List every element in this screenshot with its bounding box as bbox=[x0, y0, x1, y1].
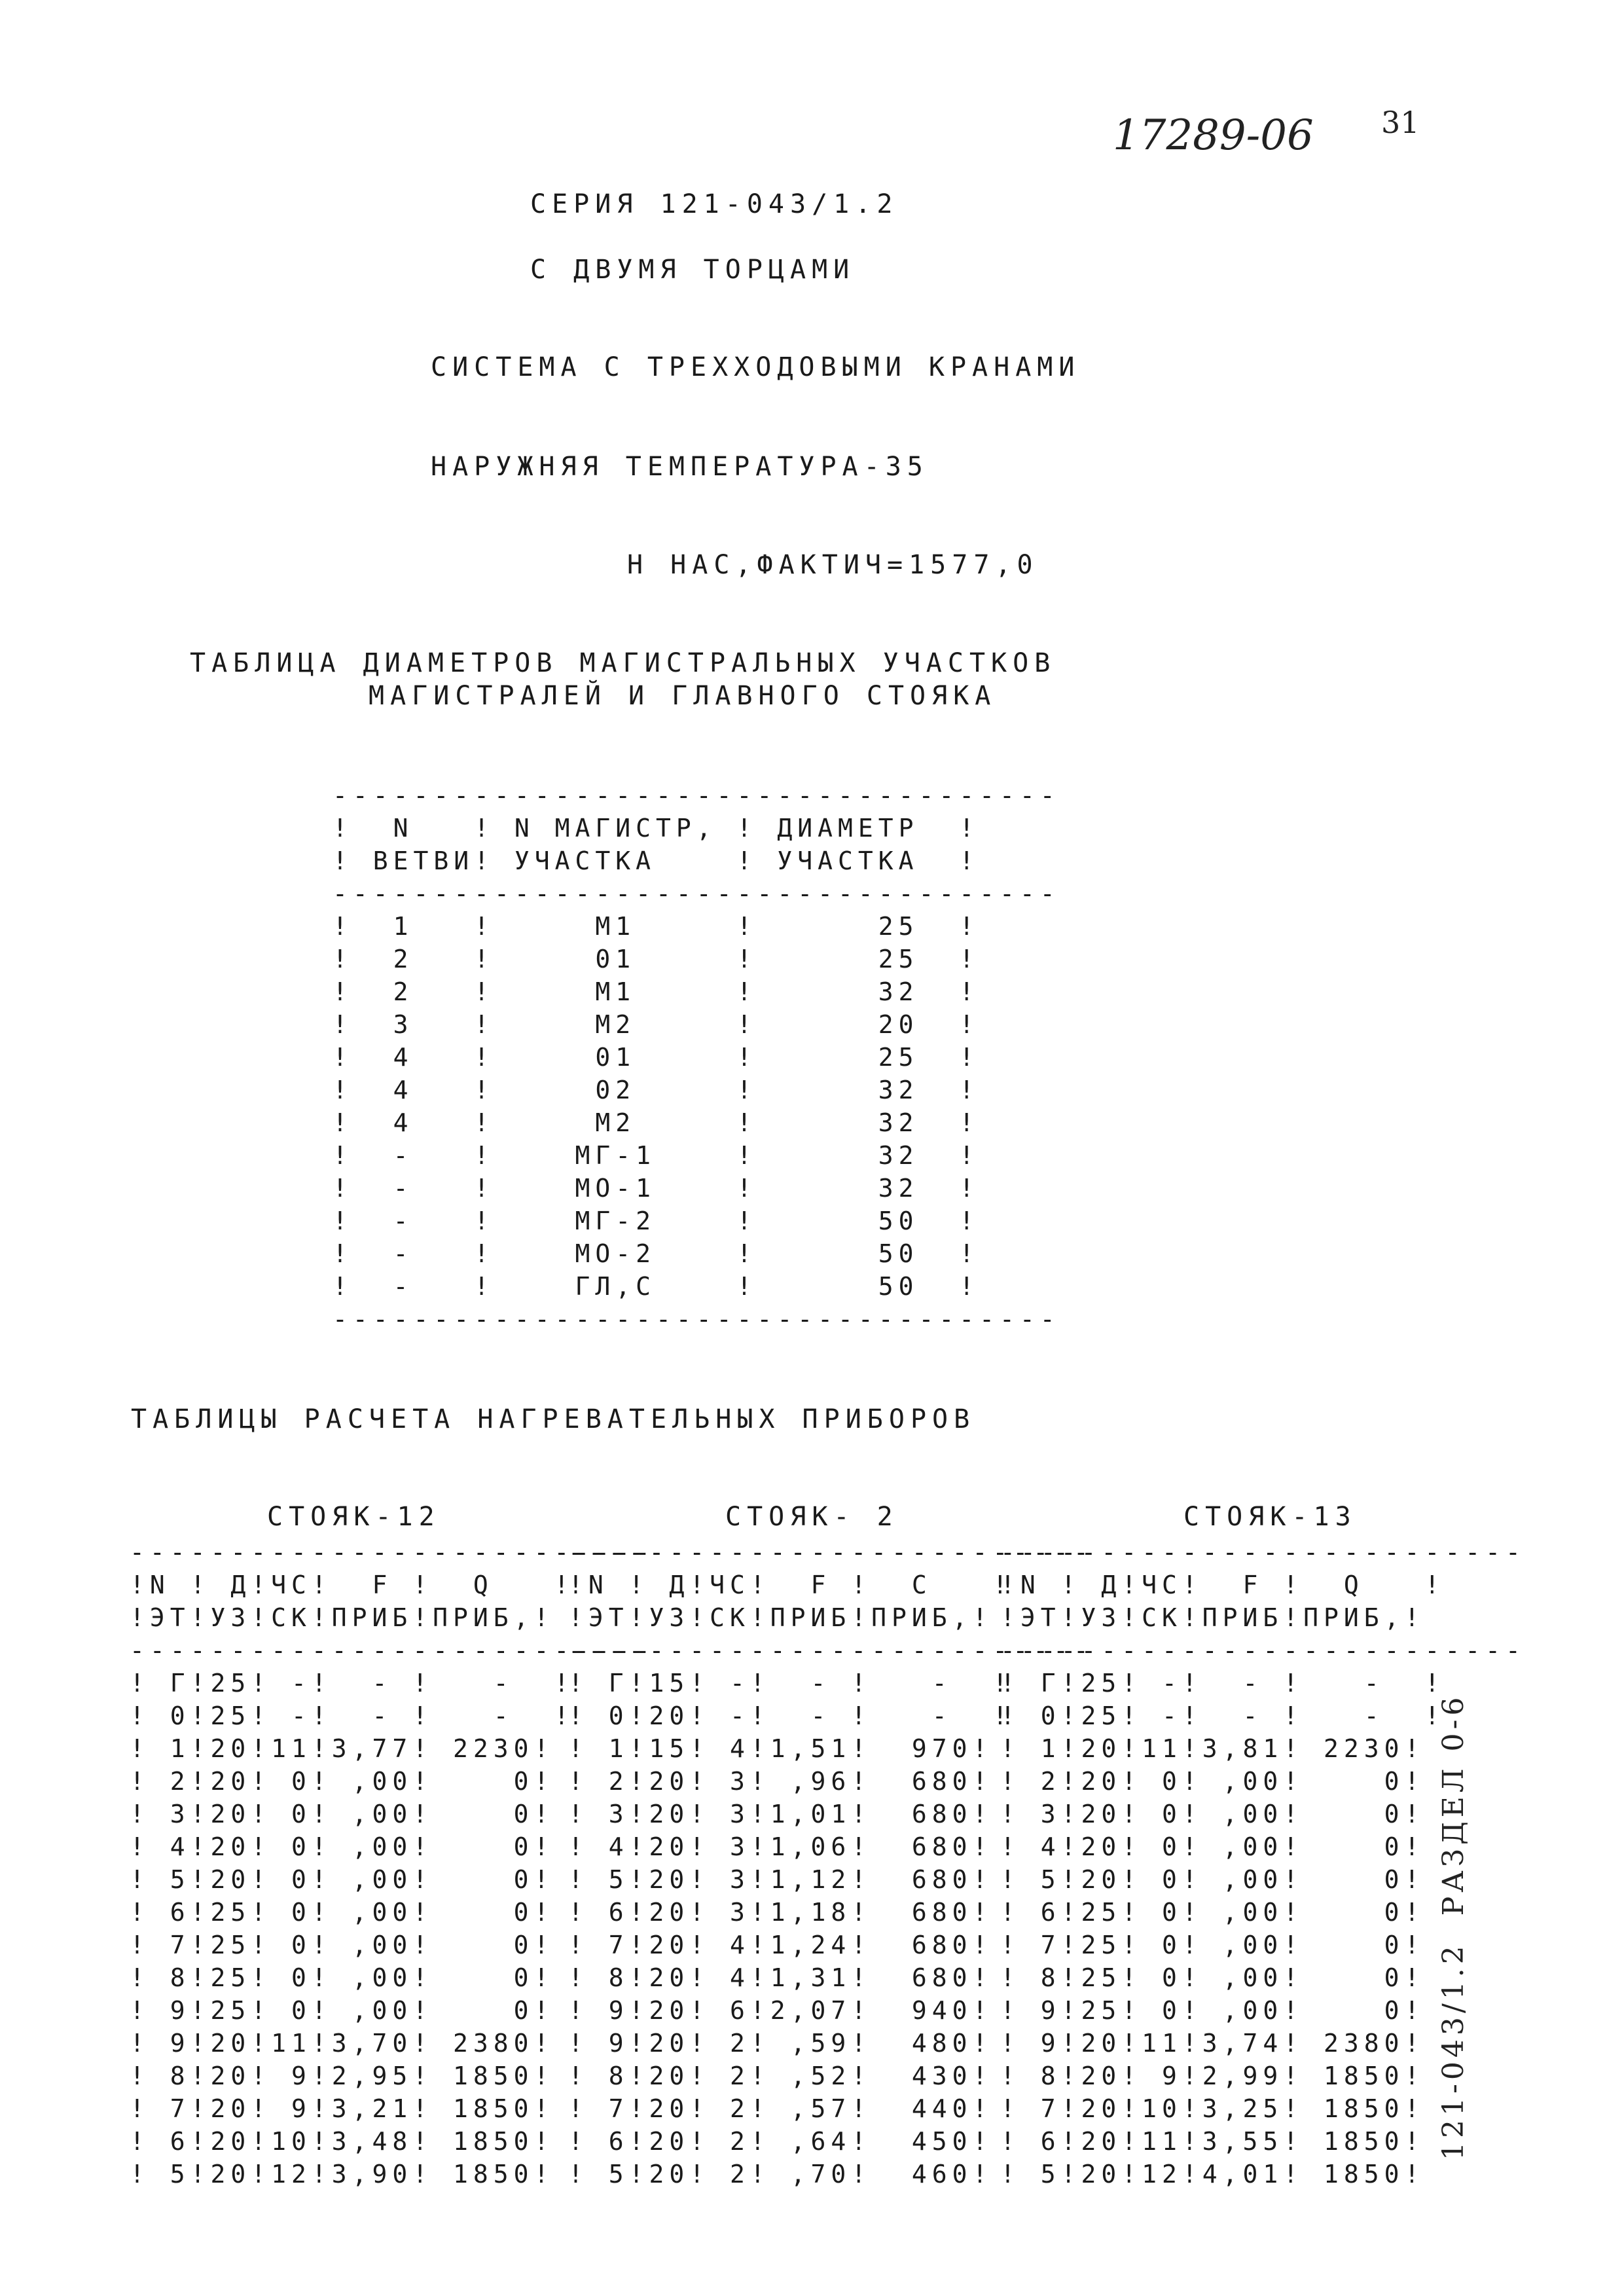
table-row: ! Г!15! -! - ! - ! bbox=[568, 1669, 1013, 1698]
table-row: ! 1!20!11!3,81! 2230! bbox=[1000, 1734, 1425, 1763]
table-row: ! - ! МО-1 ! 32 ! bbox=[333, 1174, 980, 1203]
table-row: ! 6!20! 3!1,18! 680! bbox=[568, 1898, 993, 1927]
table-rule: -------------------------- bbox=[130, 1636, 655, 1665]
table-row: ! Г!25! -! - ! - ! bbox=[130, 1669, 575, 1698]
table-row: ! 2!20! 3! ,96! 680! bbox=[568, 1767, 993, 1796]
table-rule: -------------------------- bbox=[568, 1538, 1094, 1567]
table-row: ! 4 ! М2 ! 32 ! bbox=[333, 1108, 980, 1137]
table-row: ! 1!15! 4!1,51! 970! bbox=[568, 1734, 993, 1763]
table-row: ! 4!20! 0! ,00! 0! bbox=[1000, 1832, 1425, 1861]
table-header: !N ! Д!ЧС! F ! Q ! bbox=[130, 1571, 575, 1599]
table-row: ! 9!20!11!3,74! 2380! bbox=[1000, 2029, 1425, 2058]
table-row: ! 5!20! 0! ,00! 0! bbox=[130, 1865, 554, 1894]
table-row: ! 4 ! 02 ! 32 ! bbox=[333, 1076, 980, 1104]
table-row: ! 7!20! 9!3,21! 1850! bbox=[130, 2094, 554, 2123]
table-row: ! 5!20! 2! ,70! 460! bbox=[568, 2160, 993, 2189]
table-row: ! 9!20! 6!2,07! 940! bbox=[568, 1996, 993, 2025]
table-row: ! 5!20!12!3,90! 1850! bbox=[130, 2160, 554, 2189]
table-row: ! - ! МГ-2 ! 50 ! bbox=[333, 1207, 980, 1235]
table-row: ! 8!25! 0! ,00! 0! bbox=[130, 1963, 554, 1992]
riser-2-title: СТОЯК- 2 bbox=[725, 1502, 899, 1532]
table-row: ! - ! МО-2 ! 50 ! bbox=[333, 1239, 980, 1268]
table-rule: -------------------------- bbox=[130, 1538, 655, 1567]
table-row: ! 6!25! 0! ,00! 0! bbox=[130, 1898, 554, 1927]
table-row: ! 8!20! 4!1,31! 680! bbox=[568, 1963, 993, 1992]
table-row: ! 0!25! -! - ! - ! bbox=[130, 1701, 575, 1730]
table-row: ! 0!20! -! - ! - ! bbox=[568, 1701, 1013, 1730]
table-rule: -------------------------- bbox=[1000, 1636, 1526, 1665]
table-rule: -------------------------- bbox=[1000, 1538, 1526, 1567]
system-line: СИСТЕМА С ТРЕХХОДОВЫМИ КРАНАМИ bbox=[431, 352, 1081, 382]
table-row: ! 3 ! М2 ! 20 ! bbox=[333, 1010, 980, 1039]
side-section-label: 121-043/1.2 РАЗДЕЛ 0-6 bbox=[1437, 1693, 1470, 2160]
table-row: ! - ! ГЛ,С ! 50 ! bbox=[333, 1272, 980, 1301]
table-header: !ЭТ!УЗ!СК!ПРИБ!ПРИБ,! bbox=[130, 1603, 554, 1632]
document-number: 17289-06 bbox=[1113, 111, 1314, 160]
table-header: !N ! Д!ЧС! F ! Q ! bbox=[1000, 1571, 1445, 1599]
table-row: ! 8!20! 2! ,52! 430! bbox=[568, 2062, 993, 2090]
table-row: ! 4!20! 3!1,06! 680! bbox=[568, 1832, 993, 1861]
table-row: ! 2 ! 01 ! 25 ! bbox=[333, 945, 980, 973]
table-rule: -------------------------- bbox=[568, 1636, 1094, 1665]
table-row: ! 8!25! 0! ,00! 0! bbox=[1000, 1963, 1425, 1992]
table-row: ! 7!25! 0! ,00! 0! bbox=[130, 1931, 554, 1959]
table-row: ! 8!20! 9!2,95! 1850! bbox=[130, 2062, 554, 2090]
page-number: 31 bbox=[1381, 105, 1420, 140]
diameter-table bbox=[333, 779, 1060, 1336]
table-row: ! 9!20! 2! ,59! 480! bbox=[568, 2029, 993, 2058]
table-row: ! 6!20!11!3,55! 1850! bbox=[1000, 2127, 1425, 2156]
table-row: ! 8!20! 9!2,99! 1850! bbox=[1000, 2062, 1425, 2090]
diameter-table-title-2: МАГИСТРАЛЕЙ И ГЛАВНОГО СТОЯКА bbox=[369, 681, 997, 711]
table-rule: ------------------------------------ bbox=[333, 1305, 1060, 1334]
table-row: ! 9!20!11!3,70! 2380! bbox=[130, 2029, 554, 2058]
table-row: ! 5!20!12!4,01! 1850! bbox=[1000, 2160, 1425, 2189]
series-line: СЕРИЯ 121-043/1.2 bbox=[530, 189, 899, 219]
table-row: ! 2!20! 0! ,00! 0! bbox=[130, 1767, 554, 1796]
table-row: ! 7!20! 4!1,24! 680! bbox=[568, 1931, 993, 1959]
outdoor-temperature-line: НАРУЖНЯЯ ТЕМПЕРАТУРА-35 bbox=[431, 452, 929, 482]
table-row: ! 2!20! 0! ,00! 0! bbox=[1000, 1767, 1425, 1796]
subtitle-line: С ДВУМЯ ТОРЦАМИ bbox=[530, 255, 856, 285]
table-rule: ------------------------------------ bbox=[333, 879, 1060, 908]
table-row: ! 9!25! 0! ,00! 0! bbox=[130, 1996, 554, 2025]
table-row: ! 7!20! 2! ,57! 440! bbox=[568, 2094, 993, 2123]
table-row: ! 3!20! 0! ,00! 0! bbox=[130, 1800, 554, 1828]
table-row: ! - ! МГ-1 ! 32 ! bbox=[333, 1141, 980, 1170]
diameter-table-title-1: ТАБЛИЦА ДИАМЕТРОВ МАГИСТРАЛЬНЫХ УЧАСТКОВ bbox=[190, 648, 1056, 678]
table-row: ! 9!25! 0! ,00! 0! bbox=[1000, 1996, 1425, 2025]
table-header: !N ! Д!ЧС! F ! С ! bbox=[568, 1571, 1013, 1599]
table-rule: ------------------------------------ bbox=[333, 781, 1060, 810]
riser-12-title: СТОЯК-12 bbox=[267, 1502, 441, 1532]
table-row: ! 5!20! 0! ,00! 0! bbox=[1000, 1865, 1425, 1894]
table-header: !ЭТ!УЗ!СК!ПРИБ!ПРИБ,! bbox=[1000, 1603, 1425, 1632]
table-row: ! 3!20! 0! ,00! 0! bbox=[1000, 1800, 1425, 1828]
table-row: ! 0!25! -! - ! - ! bbox=[1000, 1701, 1445, 1730]
table-header: ! N ! N МАГИСТР, ! ДИАМЕТР ! bbox=[333, 814, 980, 843]
table-row: ! 3!20! 3!1,01! 680! bbox=[568, 1800, 993, 1828]
calc-tables-title: ТАБЛИЦЫ РАСЧЕТА НАГРЕВАТЕЛЬНЫХ ПРИБОРОВ bbox=[131, 1404, 976, 1434]
h-nas-line: Н НАС,ФАКТИЧ=1577,0 bbox=[627, 550, 1039, 580]
table-row: ! 6!25! 0! ,00! 0! bbox=[1000, 1898, 1425, 1927]
table-row: ! 4!20! 0! ,00! 0! bbox=[130, 1832, 554, 1861]
riser-13-title: СТОЯК-13 bbox=[1183, 1502, 1357, 1532]
table-row: ! 4 ! 01 ! 25 ! bbox=[333, 1043, 980, 1072]
table-row: ! 6!20! 2! ,64! 450! bbox=[568, 2127, 993, 2156]
table-row: ! 1!20!11!3,77! 2230! bbox=[130, 1734, 554, 1763]
table-row: ! 1 ! М1 ! 25 ! bbox=[333, 912, 980, 941]
table-row: ! 7!25! 0! ,00! 0! bbox=[1000, 1931, 1425, 1959]
table-header: !ЭТ!УЗ!СК!ПРИБ!ПРИБ,! bbox=[568, 1603, 993, 1632]
table-header: ! ВЕТВИ! УЧАСТКА ! УЧАСТКА ! bbox=[333, 846, 980, 875]
table-row: ! 6!20!10!3,48! 1850! bbox=[130, 2127, 554, 2156]
table-row: ! Г!25! -! - ! - ! bbox=[1000, 1669, 1445, 1698]
table-row: ! 5!20! 3!1,12! 680! bbox=[568, 1865, 993, 1894]
table-row: ! 2 ! М1 ! 32 ! bbox=[333, 977, 980, 1006]
table-row: ! 7!20!10!3,25! 1850! bbox=[1000, 2094, 1425, 2123]
